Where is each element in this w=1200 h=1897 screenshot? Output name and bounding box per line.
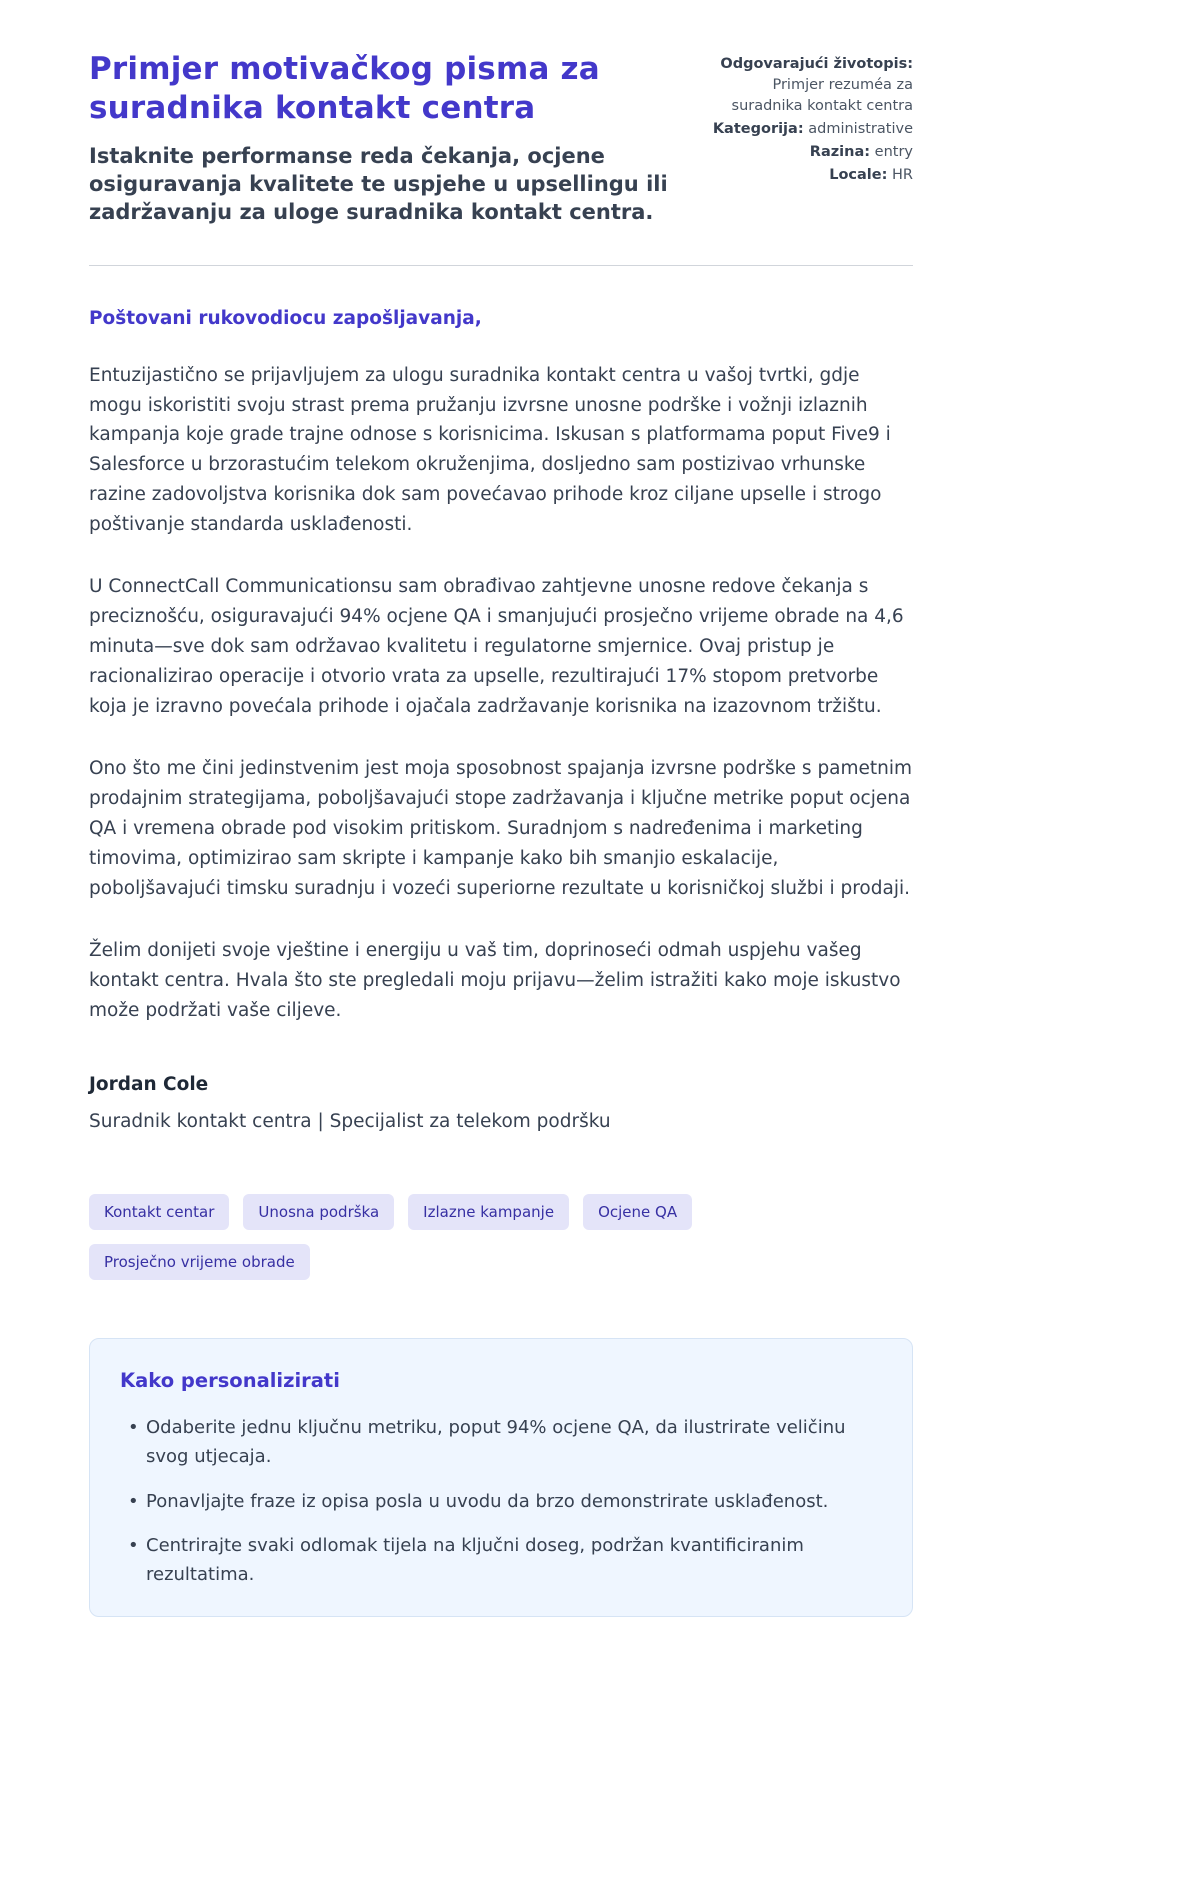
meta-label: Razina: [809, 144, 871, 161]
greeting: Poštovani rukovodiocu zapošljavanja, [89, 307, 482, 329]
meta-item-resume [699, 54, 913, 117]
meta-value: administrative [808, 121, 913, 138]
letter-body [89, 308, 913, 1617]
meta-value: entry [874, 144, 913, 161]
tag-chip-izlazne-kampanje[interactable]: Izlazne kampanje [408, 1194, 569, 1230]
signature-name: Jordan Cole [89, 1073, 209, 1095]
letter-paragraph-3: Ono što me čini jedinstvenim jest moja sposobnost spajanja izvrsne podrške s pametnim prodajnim strategijama, poboljšavajući stope zadržavanja i ključne metrike poput ocjena QA i vremena obrade pod visokim pritiskom. Suradnjom s nadređenima i marketing timovima, optimizirao sam skripte i kampanje kako bih smanjio eskalacije, poboljšavajući timsku suradnju i vozeći superiorne rezultate u korisničkoj službi i prodaji. [89, 758, 913, 900]
page-subtitle: Istaknite performanse reda čekanja, ocjene osiguravanja kvalitete te uspjehe u upsellingu ili zadržavanju za uloge suradnika kontakt centra. [89, 143, 668, 225]
header [89, 50, 913, 227]
letter-paragraph-2: U ConnectCall Communicationsu sam obrađivao zahtjevne unosne redove čekanja s preciznošću, osiguravajući 94% ocjene QA i smanjujući prosječno vrijeme obrade na 4,6 minuta—sve dok sam održavao kvalitetu i regulatorne smjernice. Ovaj pristup je racionalizirao operacije i otvorio vrata za upselle, rezultirajući 17% stopom pretvorbe koja je izravno povećala prihode i ojačala zadržavanje korisnika na izazovnom tržištu. [89, 576, 904, 718]
page-title: Primjer motivačkog pisma za suradnika kontakt centra [89, 51, 600, 126]
header-titles [89, 50, 675, 227]
cover-letter-page [89, 0, 913, 1677]
tag-chip-prosjecno-vrijeme[interactable]: Prosječno vrijeme obrade [89, 1244, 310, 1280]
meta-value: HR [892, 167, 913, 184]
meta-value: Primjer rezuméa za suradnika kontakt centra [731, 77, 913, 115]
meta-item-locale [699, 165, 913, 186]
meta-item-category [699, 119, 913, 140]
letter-paragraph-4: Želim donijeti svoje vještine i energiju u vaš tim, doprinoseći odmah uspjehu vašeg kontakt centra. Hvala što ste pregledali moju prijavu—želim istražiti kako moje iskustvo može podržati vaše ciljeve. [89, 940, 901, 1021]
tips-box [89, 1338, 913, 1617]
header-divider [89, 265, 913, 266]
letter-paragraph-1: Entuzijastično se prijavljujem za ulogu suradnika kontakt centra u vašoj tvrtki, gdje mogu iskoristiti svoju strast prema pružanju izvrsne unosne podrške i vožnji izlaznih kampanja koje grade trajne odnose s korisnicima. Iskusan s platformama poput Five9 i Salesforce u brzorastućim telekom okruženjima, dosljedno sam postizivao vrhunske razine zadovoljstva korisnika dok sam povećavao prihode kroz ciljane upselle i strogo poštivanje standarda usklađenosti. [89, 364, 891, 536]
tips-item-1: • Odaberite jednu ključnu metriku, poput 94% ocjene QA, da ilustrirate veličinu svog utjecaja. [120, 1414, 882, 1472]
tips-item-3: • Centrirajte svaki odlomak tijela na ključni doseg, podržan kvantificiranim rezultatima. [120, 1532, 882, 1590]
tips-title: Kako personalizirati [120, 1368, 340, 1392]
meta-label: Odgovarajući životopis: [720, 56, 913, 72]
meta-label: Locale: [829, 167, 888, 184]
meta-block [699, 50, 913, 188]
meta-item-level [699, 142, 913, 163]
tips-item-2: • Ponavljajte fraze iz opisa posla u uvodu da brzo demonstrirate usklađenost. [120, 1488, 882, 1517]
signature-title: Suradnik kontakt centra | Specijalist za telekom podršku [89, 1110, 611, 1132]
meta-label: Kategorija: [712, 121, 804, 138]
tag-chip-kontakt-centar[interactable]: Kontakt centar [89, 1194, 229, 1230]
tag-chip-ocjene-qa[interactable]: Ocjene QA [583, 1194, 692, 1230]
tag-list [89, 1194, 913, 1280]
tag-chip-unosna-podrska[interactable]: Unosna podrška [243, 1194, 394, 1230]
tips-list [120, 1414, 882, 1590]
